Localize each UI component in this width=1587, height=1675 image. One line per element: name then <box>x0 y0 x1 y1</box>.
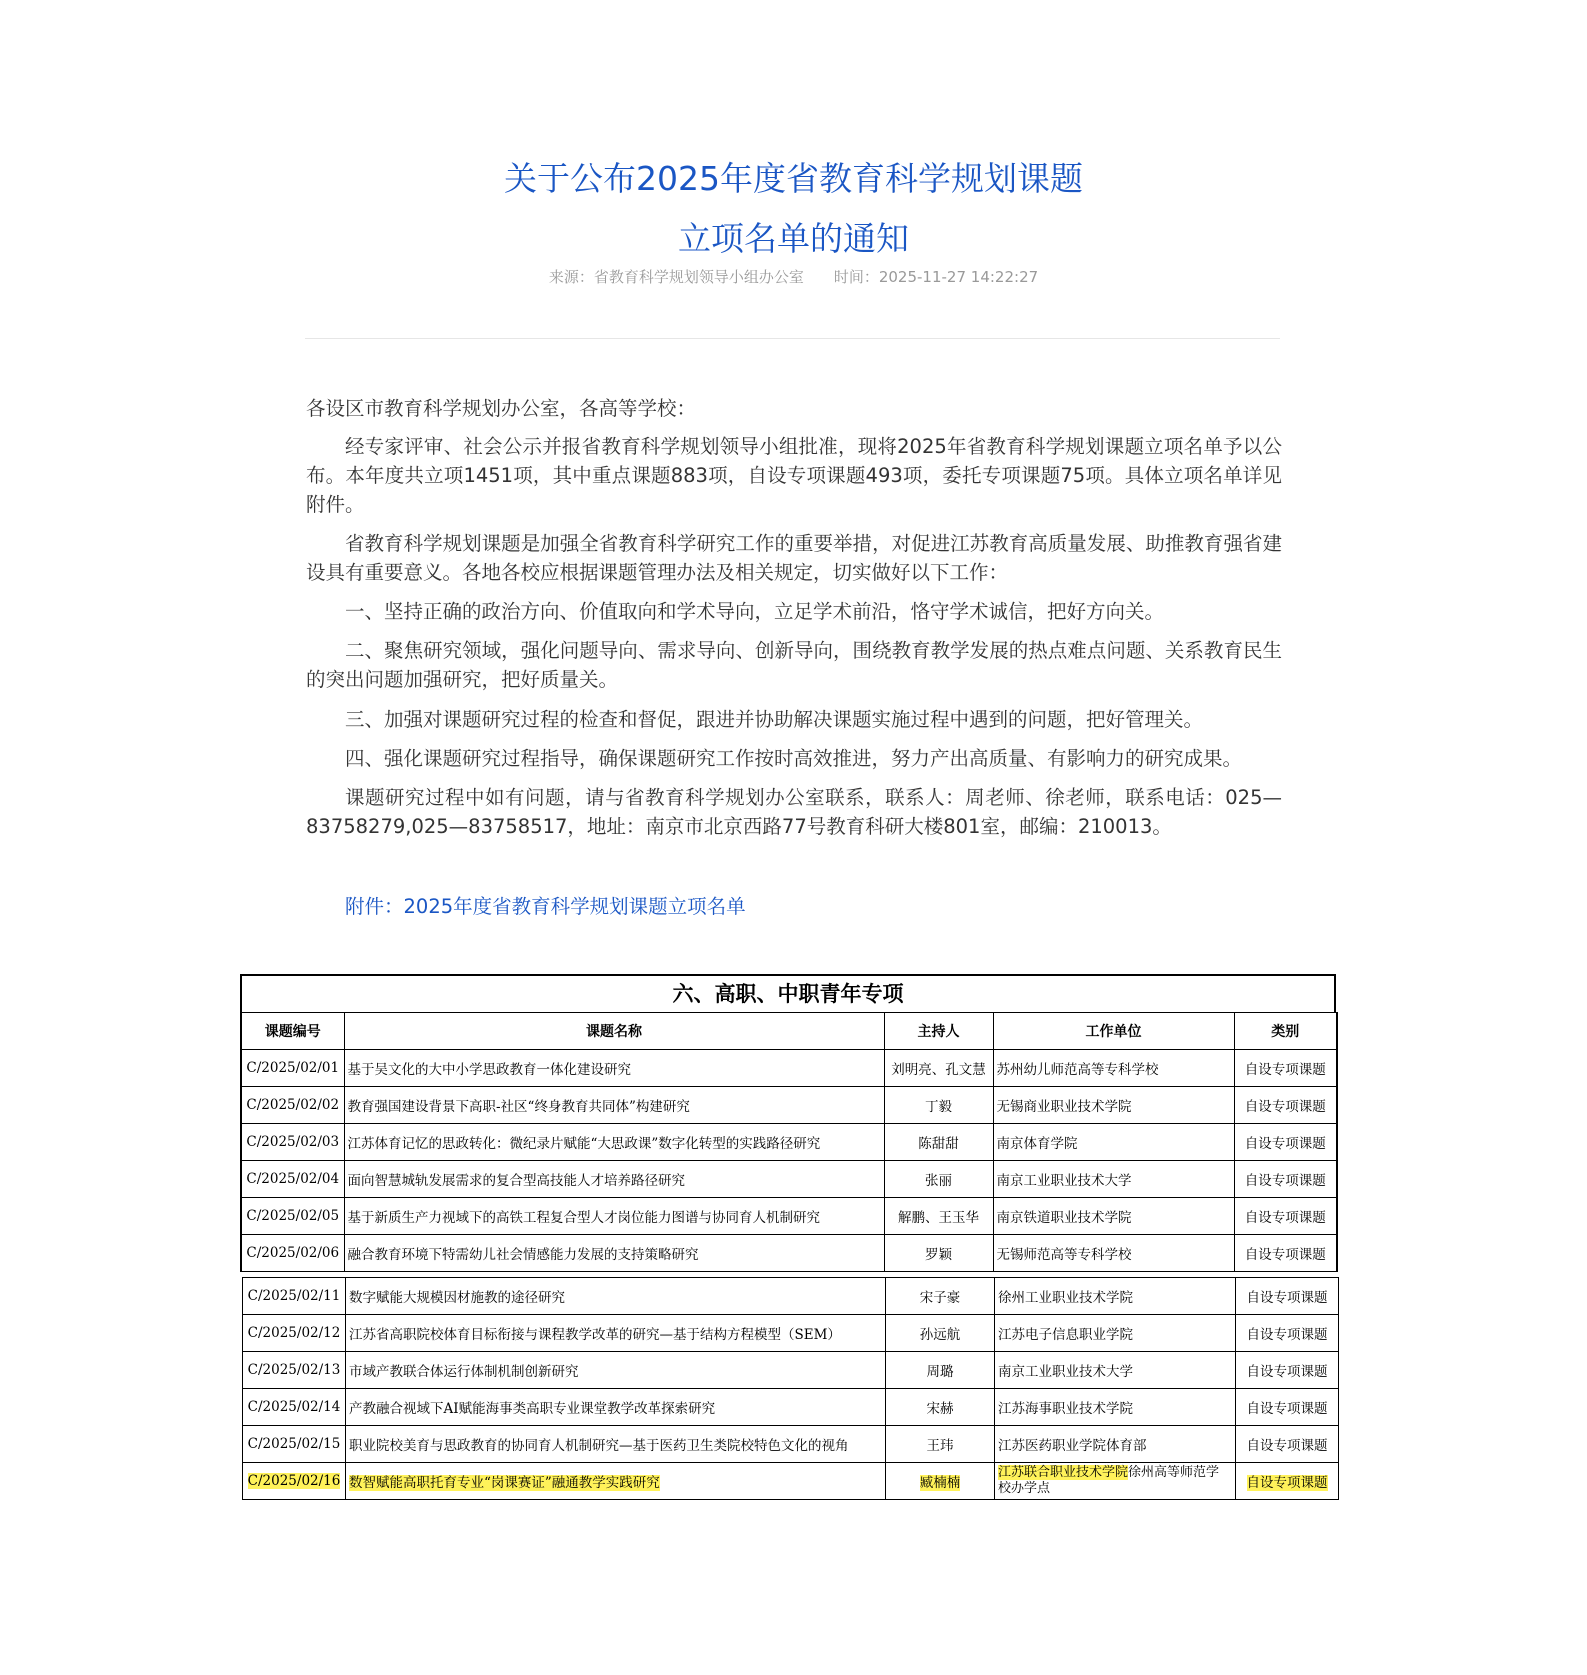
table-row <box>241 1235 1337 1272</box>
project-table-part-2 <box>242 1277 1339 1500</box>
cell-code: C/2025/02/14 <box>243 1389 346 1426</box>
paragraph-6: 四、强化课题研究过程指导，确保课题研究工作按时高效推进，努力产出高质量、有影响力的研究成果。 <box>345 747 1243 770</box>
cell-code: C/2025/02/11 <box>243 1278 346 1315</box>
project-list-table-image <box>240 974 1336 1500</box>
article-time: 时间：2025-11-27 14:22:27 <box>833 268 1039 286</box>
cell-unit <box>995 1463 1236 1500</box>
cell-host: 陈甜甜 <box>884 1124 993 1161</box>
cell-host: 丁毅 <box>884 1087 993 1124</box>
table-row <box>241 1050 1337 1087</box>
table-header-row <box>241 1013 1337 1050</box>
cell-code: C/2025/02/05 <box>241 1198 344 1235</box>
cell-unit: 江苏医药职业学院体育部 <box>995 1426 1236 1463</box>
cell-name: 基于新质生产力视域下的高铁工程复合型人才岗位能力图谱与协同育人机制研究 <box>344 1198 884 1235</box>
table-row <box>243 1278 1339 1315</box>
cell-host: 王玮 <box>886 1426 995 1463</box>
cell-code: C/2025/02/02 <box>241 1087 344 1124</box>
paragraph-7: 课题研究过程中如有问题，请与省教育科学规划办公室联系，联系人：周老师、徐老师，联系电话：025—83758279,025—83758517，地址：南京市北京西路77号教育科研大楼801室，邮编：210013。 <box>306 786 1282 838</box>
header-unit: 工作单位 <box>993 1013 1234 1050</box>
article-title-line2: 立项名单的通知 <box>678 219 909 258</box>
cell-code <box>243 1463 346 1500</box>
cell-name: 产教融合视域下AI赋能海事类高职专业课堂教学改革探索研究 <box>346 1389 886 1426</box>
paragraph-1: 经专家评审、社会公示并报省教育科学规划领导小组批准，现将2025年省教育科学规划课题立项名单予以公布。本年度共立项1451项，其中重点课题883项，自设专项课题493项，委托专项课题75项。具体立项名单详见附件。 <box>306 435 1282 516</box>
table-row <box>241 1087 1337 1124</box>
table-row <box>243 1315 1339 1352</box>
highlight-type: 自设专项课题 <box>1246 1475 1328 1491</box>
highlight-name: 数智赋能高职托育专业“岗课赛证”融通教学实践研究 <box>349 1475 660 1491</box>
cell-type: 自设专项课题 <box>1236 1426 1339 1463</box>
attachment-link[interactable]: 附件：2025年度省教育科学规划课题立项名单 <box>345 895 746 918</box>
highlight-host: 臧楠楠 <box>919 1475 961 1491</box>
cell-unit: 徐州工业职业技术学院 <box>995 1278 1236 1315</box>
cell-type: 自设专项课题 <box>1234 1050 1337 1087</box>
cell-type: 自设专项课题 <box>1234 1087 1337 1124</box>
cell-type: 自设专项课题 <box>1236 1278 1339 1315</box>
cell-type: 自设专项课题 <box>1236 1315 1339 1352</box>
header-host: 主持人 <box>884 1013 993 1050</box>
table-row <box>243 1426 1339 1463</box>
article-title-line1: 关于公布2025年度省教育科学规划课题 <box>504 159 1083 198</box>
table-row <box>241 1124 1337 1161</box>
cell-host: 宋子豪 <box>886 1278 995 1315</box>
cell-name: 江苏省高职院校体育目标衔接与课程教学改革的研究—基于结构方程模型（SEM） <box>346 1315 886 1352</box>
cell-name: 面向智慧城轨发展需求的复合型高技能人才培养路径研究 <box>344 1161 884 1198</box>
cell-unit: 南京铁道职业技术学院 <box>993 1198 1234 1235</box>
article-meta <box>0 266 1587 287</box>
cell-name: 职业院校美育与思政教育的协同育人机制研究—基于医药卫生类院校特色文化的视角 <box>346 1426 886 1463</box>
paragraph-4: 二、聚焦研究领域，强化问题导向、需求导向、创新导向，围绕教育教学发展的热点难点问题、关系教育民生的突出问题加强研究，把好质量关。 <box>306 639 1282 691</box>
cell-unit: 无锡商业职业技术学院 <box>993 1087 1234 1124</box>
cell-host: 周璐 <box>886 1352 995 1389</box>
cell-unit: 江苏海事职业技术学院 <box>995 1389 1236 1426</box>
cell-code: C/2025/02/06 <box>241 1235 344 1272</box>
table-row <box>243 1389 1339 1426</box>
article-source: 来源：省教育科学规划领导小组办公室 <box>548 268 804 286</box>
cell-name: 江苏体育记忆的思政转化：微纪录片赋能“大思政课”数字化转型的实践路径研究 <box>344 1124 884 1161</box>
paragraph-5: 三、加强对课题研究过程的检查和督促，跟进并协助解决课题实施过程中遇到的问题，把好管理关。 <box>345 708 1204 731</box>
cell-type <box>1236 1463 1339 1500</box>
cell-code: C/2025/02/15 <box>243 1426 346 1463</box>
table-row <box>243 1352 1339 1389</box>
table-row <box>241 1161 1337 1198</box>
cell-name: 教育强国建设背景下高职-社区“终身教育共同体”构建研究 <box>344 1087 884 1124</box>
table-title: 六、高职、中职青年专项 <box>240 974 1336 1012</box>
header-type: 类别 <box>1234 1013 1337 1050</box>
cell-host <box>886 1463 995 1500</box>
cell-unit: 南京体育学院 <box>993 1124 1234 1161</box>
cell-host: 罗颖 <box>884 1235 993 1272</box>
cell-unit: 南京工业职业技术大学 <box>993 1161 1234 1198</box>
cell-type: 自设专项课题 <box>1236 1389 1339 1426</box>
cell-code: C/2025/02/04 <box>241 1161 344 1198</box>
cell-code: C/2025/02/01 <box>241 1050 344 1087</box>
highlight-unit: 江苏联合职业技术学院 <box>998 1465 1129 1480</box>
cell-host: 张丽 <box>884 1161 993 1198</box>
header-code: 课题编号 <box>241 1013 344 1050</box>
table-row-highlighted <box>243 1463 1339 1500</box>
cell-type: 自设专项课题 <box>1234 1124 1337 1161</box>
cell-name: 市域产教联合体运行体制机制创新研究 <box>346 1352 886 1389</box>
cell-type: 自设专项课题 <box>1234 1235 1337 1272</box>
cell-name: 融合教育环境下特需幼儿社会情感能力发展的支持策略研究 <box>344 1235 884 1272</box>
table-row <box>241 1198 1337 1235</box>
cell-unit: 无锡师范高等专科学校 <box>993 1235 1234 1272</box>
header-name: 课题名称 <box>344 1013 884 1050</box>
cell-unit: 南京工业职业技术大学 <box>995 1352 1236 1389</box>
cell-type: 自设专项课题 <box>1236 1352 1339 1389</box>
cell-host: 刘明亮、孔文慧 <box>884 1050 993 1087</box>
cell-code: C/2025/02/13 <box>243 1352 346 1389</box>
cell-unit: 江苏电子信息职业学院 <box>995 1315 1236 1352</box>
cell-type: 自设专项课题 <box>1234 1161 1337 1198</box>
project-table-part-1 <box>240 1012 1338 1272</box>
title-divider <box>305 338 1280 339</box>
cell-code: C/2025/02/12 <box>243 1315 346 1352</box>
cell-name: 基于吴文化的大中小学思政教育一体化建设研究 <box>344 1050 884 1087</box>
cell-name <box>346 1463 886 1500</box>
paragraph-2: 省教育科学规划课题是加强全省教育科学研究工作的重要举措，对促进江苏教育高质量发展、助推教育强省建设具有重要意义。各地各校应根据课题管理办法及相关规定，切实做好以下工作： <box>306 532 1282 584</box>
cell-host: 孙远航 <box>886 1315 995 1352</box>
salutation: 各设区市教育科学规划办公室，各高等学校： <box>306 397 697 420</box>
unit-rest: 徐州高等师范学校办学点 <box>998 1465 1220 1496</box>
cell-host: 宋赫 <box>886 1389 995 1426</box>
highlight-code: C/2025/02/16 <box>247 1473 341 1489</box>
paragraph-3: 一、坚持正确的政治方向、价值取向和学术导向，立足学术前沿，恪守学术诚信，把好方向关。 <box>345 600 1165 623</box>
cell-code: C/2025/02/03 <box>241 1124 344 1161</box>
cell-host: 解鹏、王玉华 <box>884 1198 993 1235</box>
cell-unit: 苏州幼儿师范高等专科学校 <box>993 1050 1234 1087</box>
cell-name: 数字赋能大规模因材施教的途径研究 <box>346 1278 886 1315</box>
cell-type: 自设专项课题 <box>1234 1198 1337 1235</box>
